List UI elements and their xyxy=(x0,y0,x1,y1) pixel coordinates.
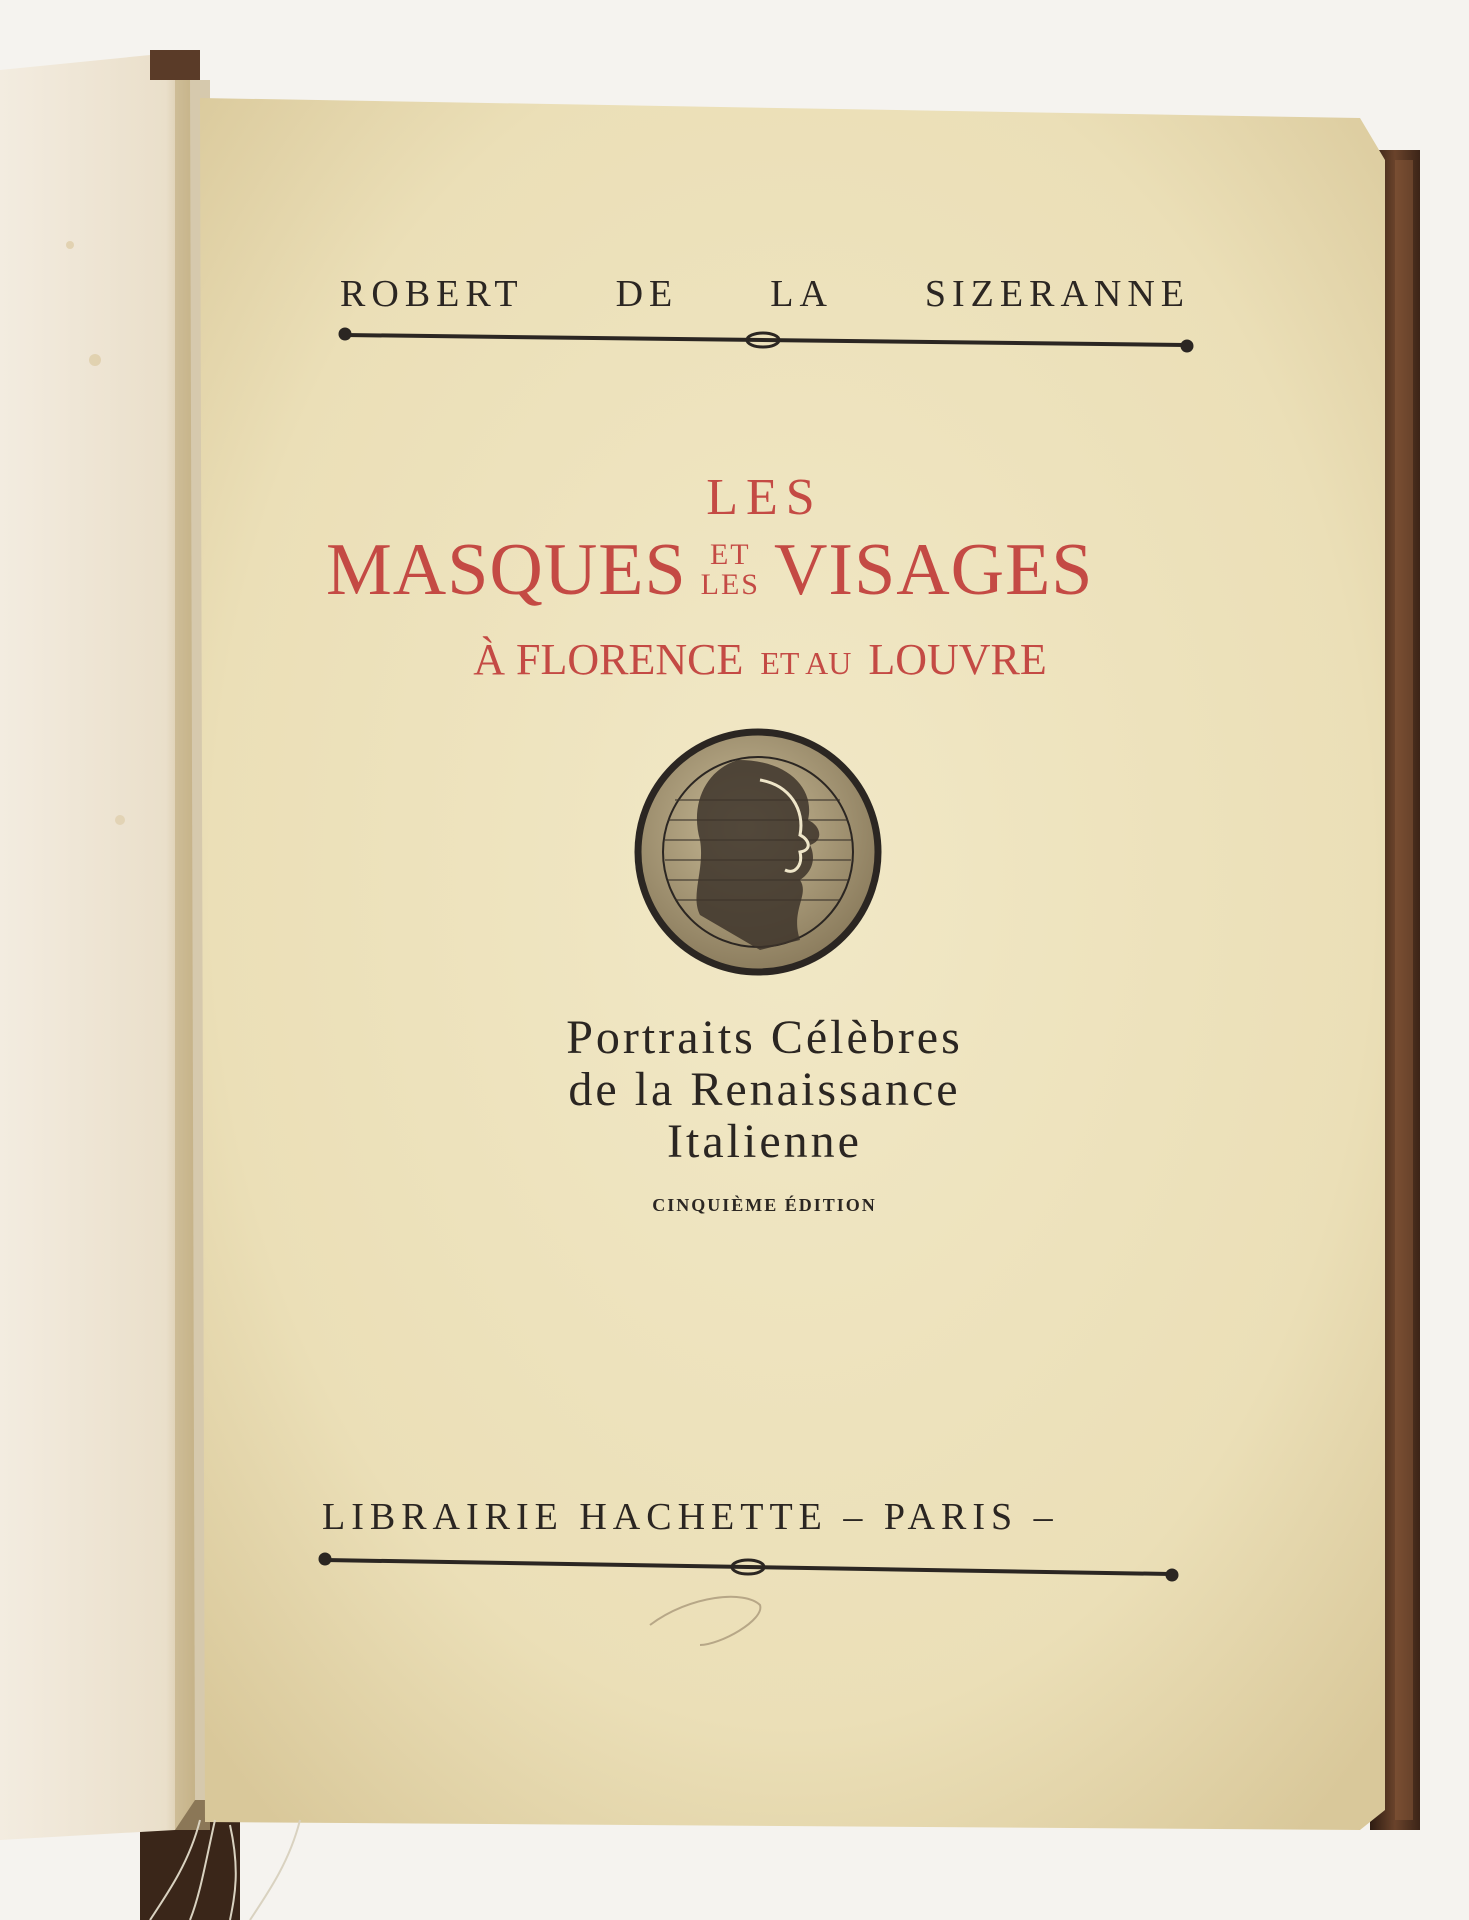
author-word: DE xyxy=(615,273,679,315)
title-et: ET xyxy=(709,538,751,571)
subtitle-louvre: LOUVRE xyxy=(868,635,1047,684)
author-word: LA xyxy=(770,273,833,315)
publisher-line: LIBRAIRIE HACHETTE – PARIS – xyxy=(322,1496,1059,1538)
subtitle-location xyxy=(0,634,1469,685)
title-les-small: LES xyxy=(700,568,760,601)
portraits-line-1: Portraits Célèbres xyxy=(566,1011,963,1064)
title-les: LES xyxy=(706,469,823,526)
author-word: SIZERANNE xyxy=(924,273,1190,315)
subtitle-et-au: ET AU xyxy=(760,645,852,681)
edition-label: CINQUIÈME ÉDITION xyxy=(652,1195,877,1215)
author-name xyxy=(340,272,1190,318)
subtitle-florence: À FLORENCE xyxy=(473,635,744,684)
left-page xyxy=(0,55,195,1840)
book-title xyxy=(326,525,1216,615)
portraits-line-2: de la Renaissance xyxy=(568,1063,961,1116)
title-et-les xyxy=(701,540,760,600)
portraits-line-3: Italienne xyxy=(667,1115,862,1168)
medallion-image xyxy=(638,732,878,972)
author-word: ROBERT xyxy=(340,273,524,315)
title-word-visages: VISAGES xyxy=(773,528,1094,611)
title-word-masques: MASQUES xyxy=(326,528,687,611)
